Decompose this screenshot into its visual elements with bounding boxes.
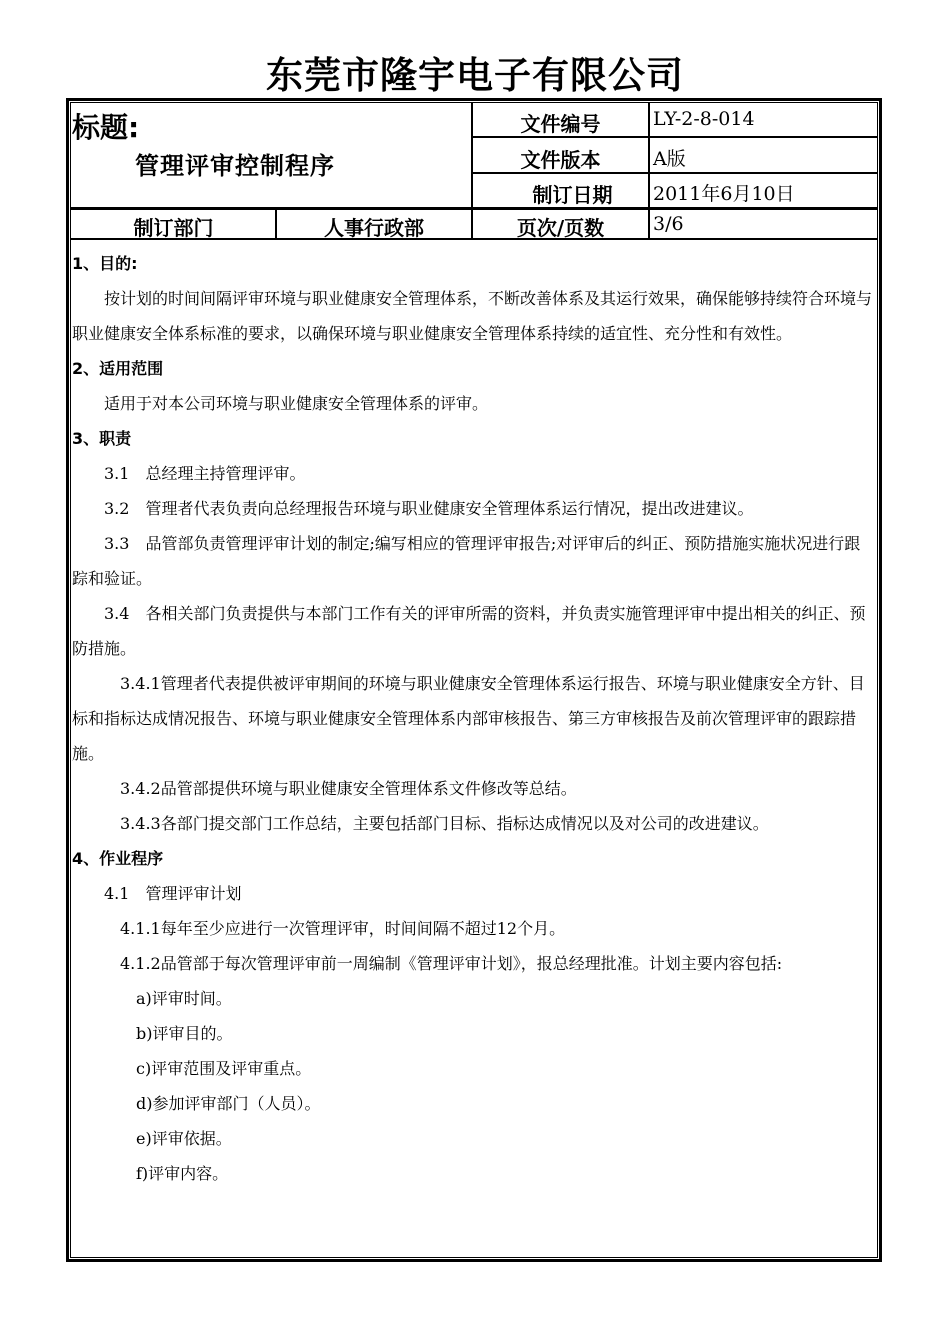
dept-value: 人事行政部 — [324, 216, 424, 240]
document-title: 管理评审控制程序 — [135, 152, 335, 180]
version-label: 文件版本 — [520, 148, 601, 172]
body-paragraph: b)评审目的。 — [72, 1024, 233, 1043]
body-paragraph: 3.4.1管理者代表提供被评审期间的环境与职业健康安全管理体系运行报告、环境与职业健康安全方针、目标和指标达成情况报告、环境与职业健康安全管理体系内部审核报告、第三方审核报告及前次管理评审的跟踪措施。 — [72, 674, 865, 763]
body-paragraph: 4.1.1每年至少应进行一次管理评审，时间间隔不超过12个月。 — [72, 919, 566, 938]
section-heading: 4、作业程序 — [72, 849, 164, 868]
body-paragraph: 4.1.2品管部于每次管理评审前一周编制《管理评审计划》，报总经理批准。计划主要内容包括: — [72, 954, 783, 973]
company-name: 东莞市隆宇电子有限公司 — [266, 54, 684, 97]
body-paragraph: 3.4 各相关部门负责提供与本部门工作有关的评审所需的资料，并负责实施管理评审中提出相关的纠正、预防措施。 — [72, 604, 866, 658]
doc-no-value: LY-2-8-014 — [653, 108, 755, 130]
date-label: 制订日期 — [532, 183, 613, 207]
grid-vline-2 — [648, 102, 650, 239]
section-heading: 2、适用范围 — [72, 359, 164, 378]
body-paragraph: 按计划的时间间隔评审环境与职业健康安全管理体系，不断改善体系及其运行效果，确保能够持续符合环境与职业健康安全体系标准的要求，以确保环境与职业健康安全管理体系持续的适宜性、充分性和有效性。 — [72, 289, 873, 343]
body-paragraph: 3.1 总经理主持管理评审。 — [72, 464, 306, 483]
doc-no-label: 文件编号 — [520, 112, 601, 136]
document-body — [72, 246, 876, 1191]
body-paragraph: d)参加评审部门（人员）。 — [72, 1094, 321, 1113]
body-paragraph: c)评审范围及评审重点。 — [72, 1059, 312, 1078]
dept-label: 制订部门 — [133, 216, 214, 240]
body-paragraph: 3.4.2品管部提供环境与职业健康安全管理体系文件修改等总结。 — [72, 779, 577, 798]
section-heading: 3、职责 — [72, 429, 132, 448]
body-paragraph: a)评审时间。 — [72, 989, 232, 1008]
page-value: 3/6 — [653, 213, 684, 235]
grid-hline-3 — [70, 207, 878, 210]
body-paragraph: f)评审内容。 — [72, 1164, 229, 1183]
body-paragraph: 3.3 品管部负责管理评审计划的制定;编写相应的管理评审报告;对评审后的纠正、预防措施实施状况进行跟踪和验证。 — [72, 534, 861, 588]
version-value: A版 — [653, 148, 686, 170]
section-heading: 1、目的: — [72, 254, 138, 273]
date-value: 2011年6月10日 — [653, 183, 795, 205]
body-paragraph: 适用于对本公司环境与职业健康安全管理体系的评审。 — [72, 394, 489, 413]
page-label: 页次/页数 — [516, 216, 605, 240]
body-paragraph: 3.2 管理者代表负责向总经理报告环境与职业健康安全管理体系运行情况，提出改进建议。 — [72, 499, 754, 518]
body-paragraph: 3.4.3各部门提交部门工作总结，主要包括部门目标、指标达成情况以及对公司的改进建议。 — [72, 814, 769, 833]
body-paragraph: e)评审依据。 — [72, 1129, 232, 1148]
title-label: 标题: — [72, 111, 140, 144]
body-paragraph: 4.1 管理评审计划 — [72, 884, 242, 903]
